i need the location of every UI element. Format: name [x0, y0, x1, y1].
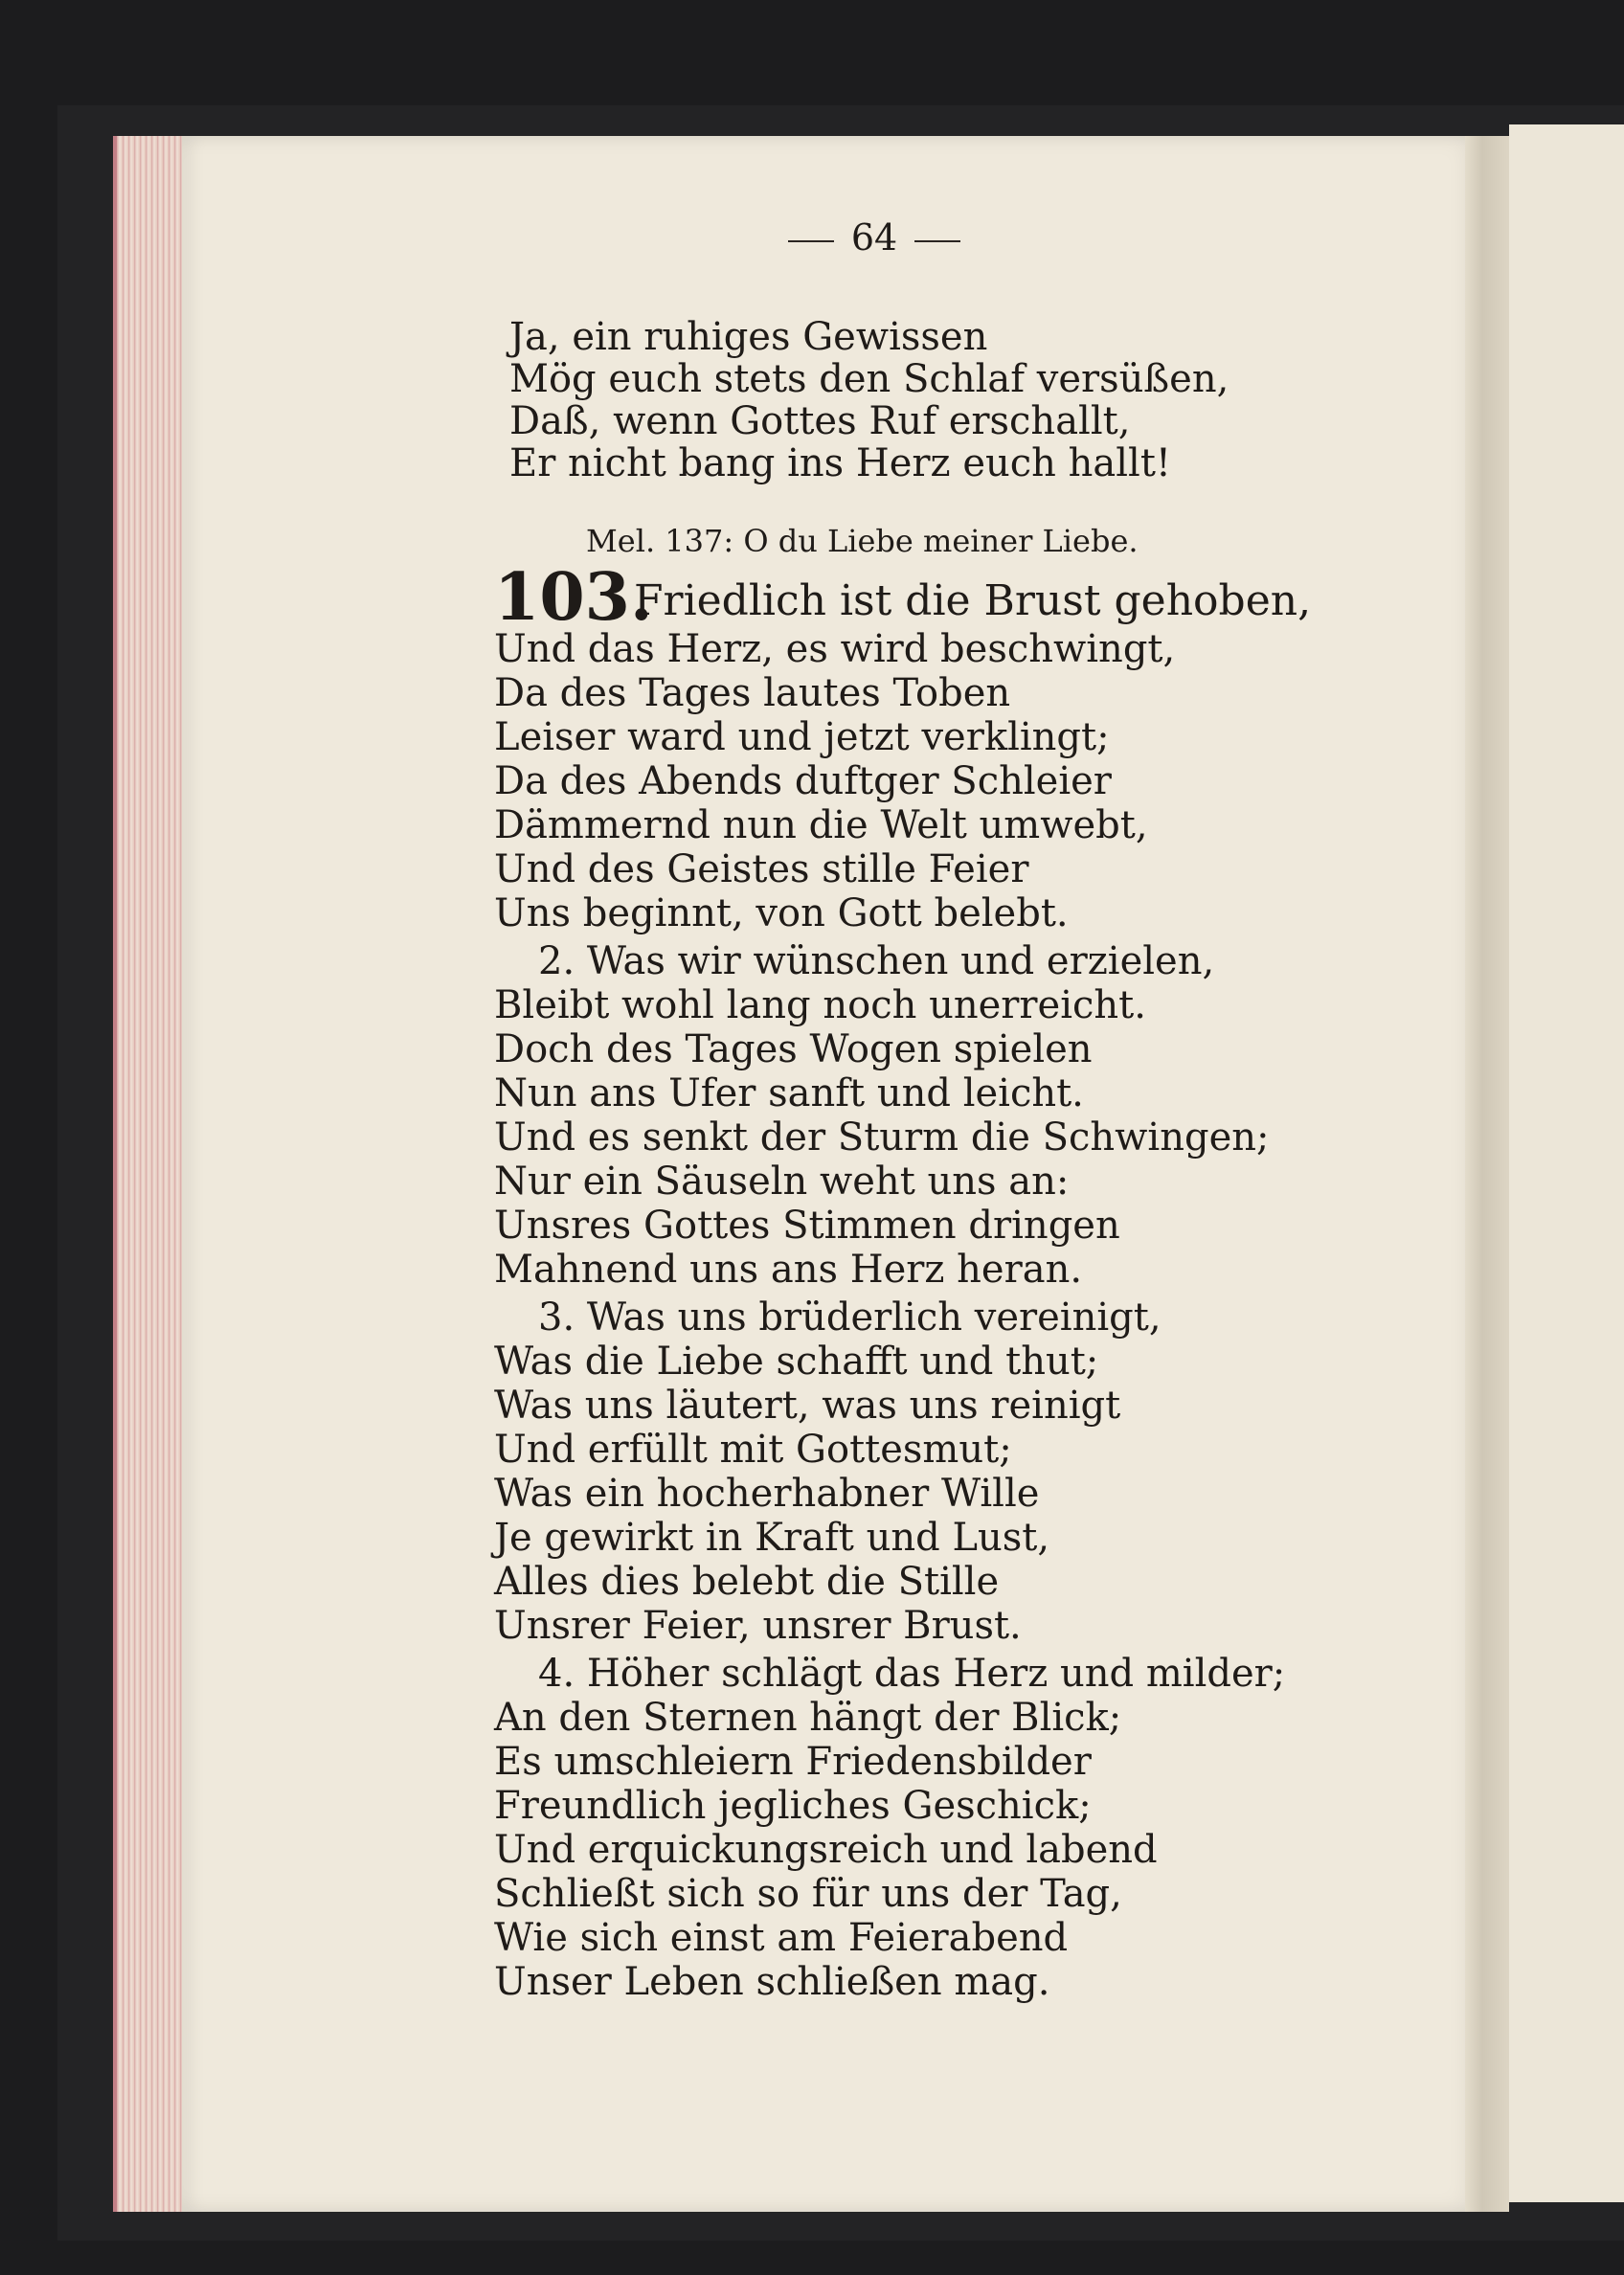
verse-line: 2. Was wir wünschen und erzielen, — [538, 939, 1215, 983]
verse-line: Was die Liebe schafft und thut; — [494, 1340, 1099, 1384]
verse-line: Dämmernd nun die Welt umwebt, — [494, 803, 1148, 847]
verse-line: Freundlich jegliches Geschick; — [494, 1784, 1092, 1828]
prev-stanza-line: Er nicht bang ins Herz euch hallt! — [509, 441, 1171, 485]
verse-line: Da des Tages lautes Toben — [494, 671, 1011, 715]
dash-right — [914, 240, 960, 242]
verse-line: Bleibt wohl lang noch unerreicht. — [494, 983, 1146, 1027]
verse-line: Und das Herz, es wird beschwingt, — [494, 627, 1176, 671]
verse-line: Leiser ward und jetzt verklingt; — [494, 715, 1110, 759]
verse-line: Nur ein Säuseln weht uns an: — [494, 1160, 1070, 1204]
verse-line: Da des Abends duftger Schleier — [494, 759, 1112, 803]
prev-stanza-line: Mög euch stets den Schlaf versüßen, — [509, 357, 1229, 401]
verse-line: Es umschleiern Friedensbilder — [494, 1740, 1092, 1784]
hymn-first-line: Friedlich ist die Brust gehoben, — [634, 576, 1312, 625]
dash-left — [788, 240, 834, 242]
prev-stanza-line: Daß, wenn Gottes Ruf erschallt, — [509, 399, 1131, 443]
verse-line: Unsres Gottes Stimmen dringen — [494, 1204, 1120, 1248]
prev-stanza-line: Ja, ein ruhiges Gewissen — [509, 315, 988, 359]
hymn-number: 103. — [494, 559, 653, 636]
verse-line: 4. Höher schlägt das Herz und milder; — [538, 1652, 1286, 1696]
verse-line: Uns beginnt, von Gott belebt. — [494, 891, 1069, 935]
verse-line: 3. Was uns brüderlich vereinigt, — [538, 1295, 1162, 1340]
verse-line: Was uns läutert, was uns reinigt — [494, 1384, 1121, 1428]
verse-line: Unsrer Feier, unsrer Brust. — [494, 1604, 1022, 1648]
verse-line: Wie sich einst am Feierabend — [494, 1916, 1069, 1960]
verse-line: Doch des Tages Wogen spielen — [494, 1027, 1093, 1071]
verse-line: Je gewirkt in Kraft und Lust, — [494, 1516, 1050, 1560]
page-number — [0, 216, 1624, 259]
verse-line: Nun ans Ufer sanft und leicht. — [494, 1071, 1084, 1115]
melody-reference: Mel. 137: O du Liebe meiner Liebe. — [586, 523, 1139, 559]
page-number-value: 64 — [850, 216, 898, 259]
verse-line: Schließt sich so für uns der Tag, — [494, 1872, 1122, 1916]
verse-line: Unser Leben schließen mag. — [494, 1960, 1050, 2004]
verse-line: Mahnend uns ans Herz heran. — [494, 1248, 1083, 1292]
verse-line: Und erquickungsreich und labend — [494, 1828, 1158, 1872]
verse-line: An den Sternen hängt der Blick; — [494, 1696, 1122, 1740]
verse-line: Und des Geistes stille Feier — [494, 847, 1029, 891]
verse-line: Und es senkt der Sturm die Schwingen; — [494, 1115, 1270, 1160]
verse-line: Und erfüllt mit Gottesmut; — [494, 1428, 1012, 1472]
verse-line: Was ein hocherhabner Wille — [494, 1472, 1040, 1516]
verse-line: Alles dies belebt die Stille — [494, 1560, 1000, 1604]
